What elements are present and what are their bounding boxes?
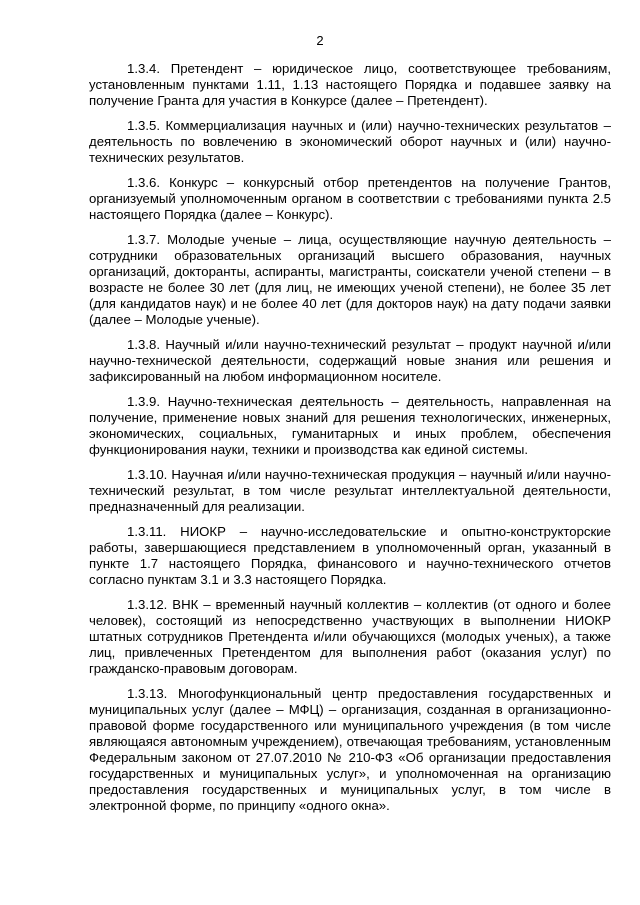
paragraph-1-3-6: 1.3.6. Конкурс – конкурсный отбор претендентов на получение Грантов, организуемый уполномоченным органом в соответствии с требованиями пункта 2.5 настоящего Порядка (далее – Конкурс). [89,175,611,222]
paragraph-1-3-5: 1.3.5. Коммерциализация научных и (или) научно-технических результатов – деятельность по вовлечению в экономический оборот научных и (или) научно-технических результатов. [89,118,611,165]
paragraph-1-3-4: 1.3.4. Претендент – юридическое лицо, соответствующее требованиям, установленным пунктами 1.11, 1.13 настоящего Порядка и подавшее заявку на получение Гранта для участия в Конкурсе (далее – Претендент). [89,61,611,108]
paragraph-1-3-10: 1.3.10. Научная и/или научно-техническая продукция – научный и/или научно-технический результат, в том числе результат интеллектуальной деятельности, предназначенный для реализации. [89,467,611,514]
paragraph-1-3-12: 1.3.12. ВНК – временный научный коллектив – коллектив (от одного и более человек), состоящий из непосредственно участвующих в выполнении НИОКР штатных сотрудников Претендента и/или обучающихся (молодых ученых), а также лиц, привлеченных Претендентом для выполнения работ (оказания услуг) по гражданско-правовым договорам. [89,597,611,676]
paragraph-1-3-11: 1.3.11. НИОКР – научно-исследовательские и опытно-конструкторские работы, завершающиеся представлением в уполномоченный орган, указанный в пункте 1.7 настоящего Порядка, финансового и научно-технического отчетов согласно пунктам 3.1 и 3.3 настоящего Порядка. [89,524,611,587]
document-body [89,61,611,814]
paragraph-1-3-9: 1.3.9. Научно-техническая деятельность – деятельность, направленная на получение, применение новых знаний для решения технологических, инженерных, экономических, социальных, гуманитарных и иных проблем, обеспечения функционирования науки, техники и производства как единой системы. [89,394,611,457]
paragraph-1-3-7: 1.3.7. Молодые ученые – лица, осуществляющие научную деятельность – сотрудники образовательных организаций высшего образования, научных организаций, докторанты, аспиранты, магистранты, соискатели ученой степени – в возрасте не более 30 лет (для лиц, не имеющих ученой степени), не более 35 лет (для кандидатов наук) и не более 40 лет (для докторов наук) на дату подачи заявки (далее – Молодые ученые). [89,232,611,327]
page-number: 2 [316,33,324,48]
paragraph-1-3-13: 1.3.13. Многофункциональный центр предоставления государственных и муниципальных услуг (далее – МФЦ) – организация, созданная в организационно-правовой форме государственного или муниципального учреждения (в том числе являющаяся автономным учреждением), отвечающая требованиям, установленным Федеральным законом от 27.07.2010 № 210-ФЗ «Об организации предоставления государственных и муниципальных услуг», и уполномоченная на организацию предоставления государственных и муниципальных услуг, в том числе в электронной форме, по принципу «одного окна». [89,686,611,813]
paragraph-1-3-8: 1.3.8. Научный и/или научно-технический результат – продукт научной и/или научно-технической деятельности, содержащий новые знания или решения и зафиксированный на любом информационном носителе. [89,337,611,384]
